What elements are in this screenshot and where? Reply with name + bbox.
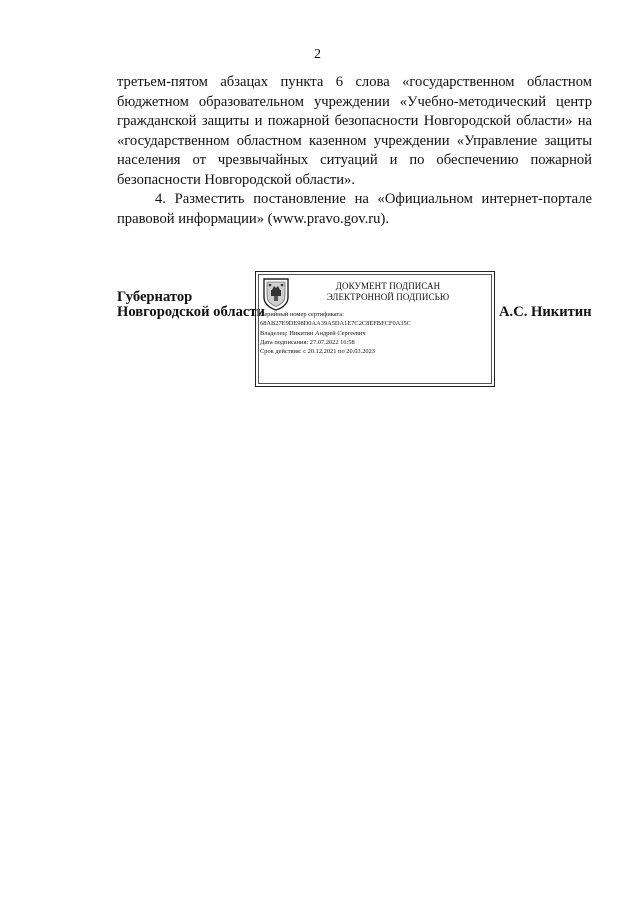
electronic-signature-stamp <box>255 271 495 387</box>
coat-of-arms-icon <box>261 277 291 311</box>
stamp-details <box>260 310 411 356</box>
signatory-position <box>117 290 265 320</box>
document-body <box>117 73 592 229</box>
signatory-position-line2: Новгородской области <box>117 304 265 320</box>
paragraph-item-4: 4. Разместить постановление на «Официальном интернет-портале правовой информации» (www.pravo.gov.ru). <box>117 191 592 227</box>
signatory-name: А.С. Никитин <box>499 304 592 320</box>
signing-date: Дата подписания: 27.07.2022 16:58 <box>260 338 355 346</box>
certificate-validity: Срок действия: с 20.12.2021 по 20.03.2023 <box>260 348 376 356</box>
certificate-label: Серийный номер сертификата: <box>260 311 344 318</box>
stamp-title-line1: ДОКУМЕНТ ПОДПИСАН <box>335 281 441 291</box>
certificate-owner: Владелец: Никитин Андрей Сергеевич <box>260 329 366 337</box>
stamp-title <box>294 281 482 303</box>
signatory-position-line1: Губернатор <box>117 289 193 305</box>
stamp-title-line2: ЭЛЕКТРОННОЙ ПОДПИСЬЮ <box>326 292 450 302</box>
page-number: 2 <box>314 47 321 62</box>
paragraph-continuation: третьем-пятом абзацах пункта 6 слова «государственном областном бюджетном образовательном учреждении «Учебно-методический центр гражданской защиты и пожарной безопасности Новгородской области» на «государственном областном казенном учреждении «Управление защиты населения от чрезвычайных ситуаций и по обеспечению пожарной безопасности Новгородской области». <box>117 74 592 188</box>
certificate-serial: 68AB27E9DE98D0AA39A5DA1E7C2C8EFBFCF0A35C <box>260 320 411 328</box>
